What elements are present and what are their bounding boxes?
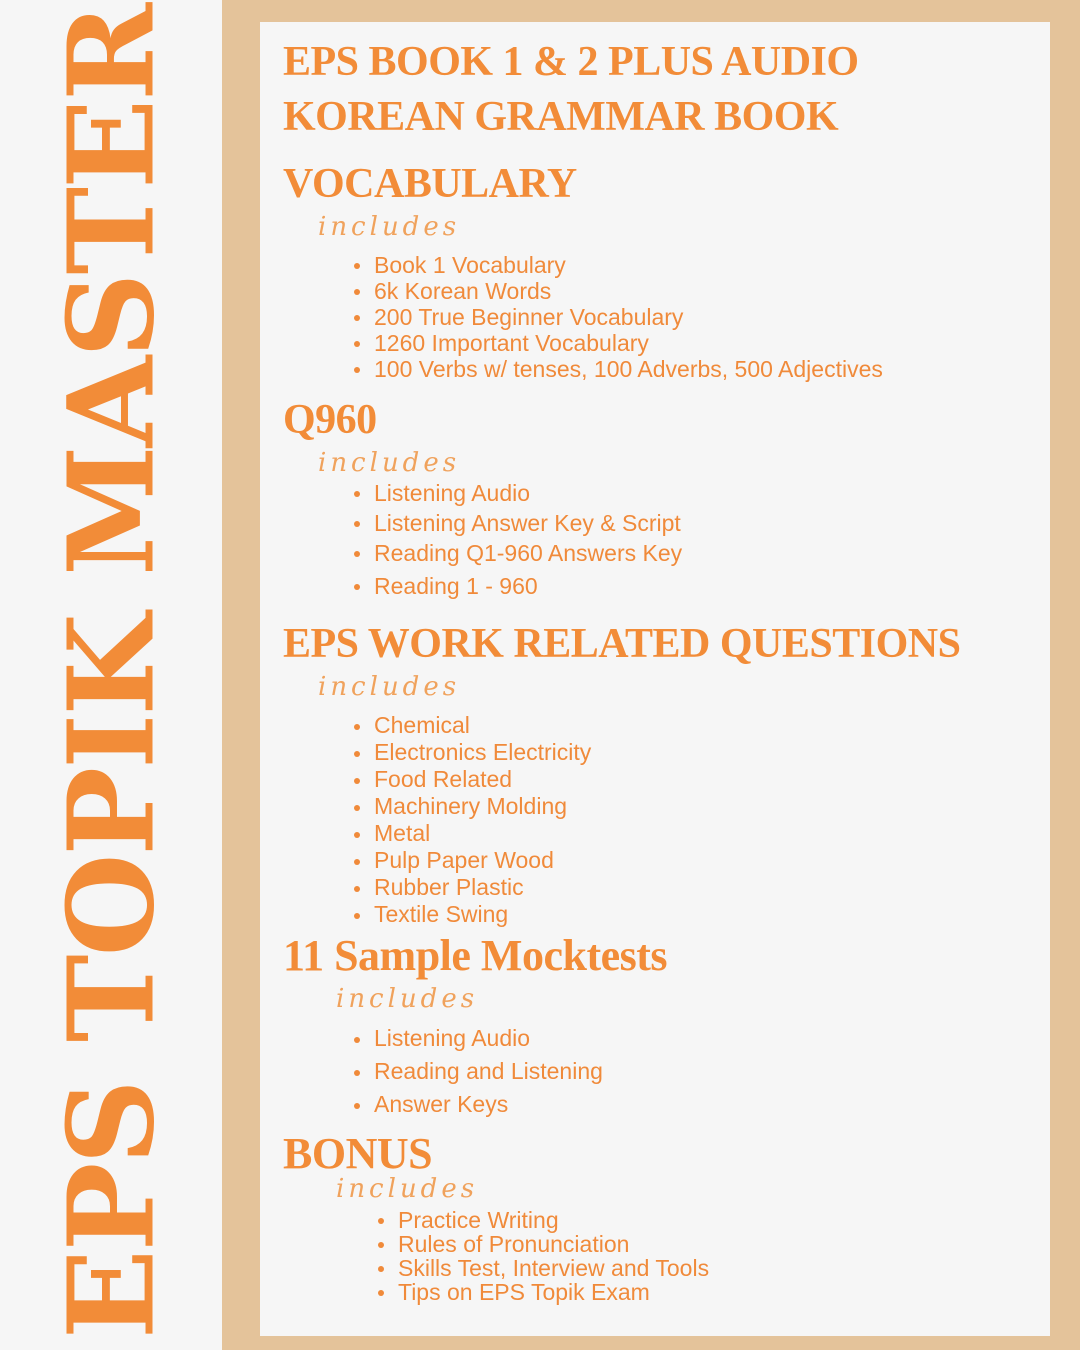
list-item: Reading Q1-960 Answers Key [352, 538, 682, 568]
list-work-related [352, 712, 591, 928]
includes-label: includes [318, 448, 461, 478]
list-vocabulary [352, 252, 883, 382]
list-item: Listening Audio [352, 1022, 603, 1055]
list-item: Rubber Plastic [352, 874, 591, 901]
section-title-vocabulary: VOCABULARY [283, 161, 577, 207]
list-item: Machinery Molding [352, 793, 591, 820]
list-item: Book 1 Vocabulary [352, 252, 883, 278]
list-item: 6k Korean Words [352, 278, 883, 304]
list-mocktests [352, 1022, 603, 1121]
header-line-2: KOREAN GRAMMAR BOOK [283, 94, 839, 140]
includes-label: includes [318, 212, 461, 242]
list-item: Metal [352, 820, 591, 847]
section-title-work-related: EPS WORK RELATED QUESTIONS [283, 621, 961, 667]
list-item: Reading and Listening [352, 1055, 603, 1088]
list-item: Tips on EPS Topik Exam [376, 1280, 709, 1304]
list-item: Listening Audio [352, 478, 682, 508]
includes-label: includes [336, 1174, 479, 1204]
list-item: 200 True Beginner Vocabulary [352, 304, 883, 330]
list-bonus [376, 1208, 709, 1304]
list-item: Food Related [352, 766, 591, 793]
list-item: Rules of Pronunciation [376, 1232, 709, 1256]
list-item: Textile Swing [352, 901, 591, 928]
list-q960 [352, 478, 682, 601]
list-item: Answer Keys [352, 1088, 603, 1121]
includes-label: includes [336, 984, 479, 1014]
list-item: 1260 Important Vocabulary [352, 330, 883, 356]
list-item: Practice Writing [376, 1208, 709, 1232]
includes-label: includes [318, 672, 461, 702]
section-title-bonus: BONUS [283, 1129, 433, 1178]
list-item: 100 Verbs w/ tenses, 100 Adverbs, 500 Adjectives [352, 356, 883, 382]
list-item: Electronics Electricity [352, 739, 591, 766]
list-item: Chemical [352, 712, 591, 739]
side-title [0, 0, 222, 1350]
list-item: Skills Test, Interview and Tools [376, 1256, 709, 1280]
section-title-q960: Q960 [283, 397, 377, 443]
list-item: Reading 1 - 960 [352, 571, 682, 601]
list-item: Pulp Paper Wood [352, 847, 591, 874]
header-line-1: EPS BOOK 1 & 2 PLUS AUDIO [283, 39, 859, 85]
list-item: Listening Answer Key & Script [352, 508, 682, 538]
section-title-mocktests: 11 Sample Mocktests [283, 931, 668, 980]
side-title-text: EPS TOPIK MASTER [41, 4, 181, 1340]
